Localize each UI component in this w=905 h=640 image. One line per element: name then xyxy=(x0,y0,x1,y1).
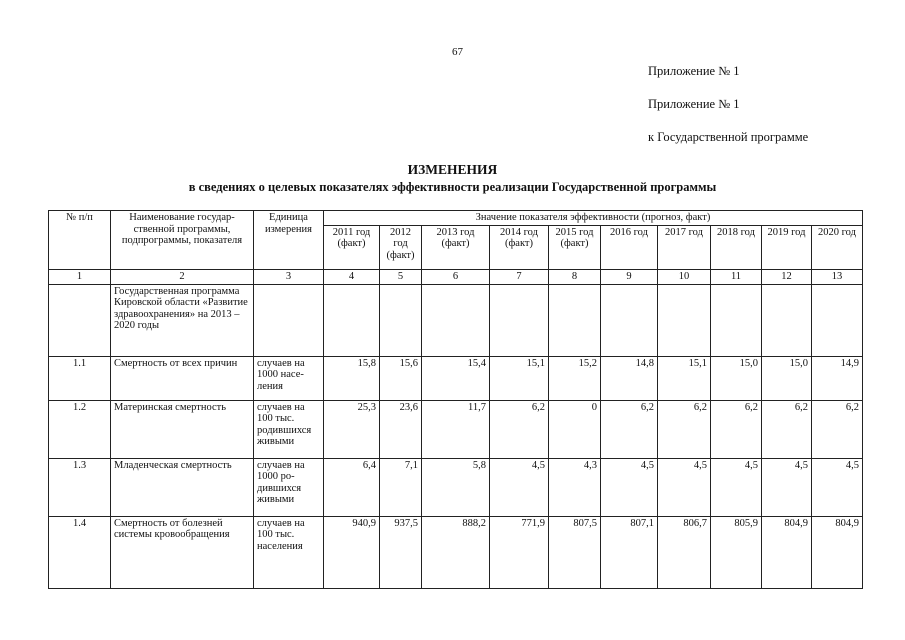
empty-cell xyxy=(658,284,711,356)
header-year: 2018 год xyxy=(711,225,762,269)
empty-cell xyxy=(762,284,812,356)
row-value: 4,5 xyxy=(711,458,762,516)
row-num: 1.4 xyxy=(49,516,111,588)
row-value: 15,6 xyxy=(380,356,422,400)
row-value: 4,5 xyxy=(601,458,658,516)
empty-cell xyxy=(324,284,380,356)
row-unit: случаев на 100 тыс. родившихся живыми xyxy=(254,400,324,458)
column-number: 4 xyxy=(324,269,380,284)
column-numbers-row xyxy=(49,269,863,284)
header-unit: Единица измерения xyxy=(254,211,324,270)
row-num: 1.1 xyxy=(49,356,111,400)
empty-cell xyxy=(549,284,601,356)
row-name: Смертность от всех причин xyxy=(111,356,254,400)
row-value: 805,9 xyxy=(711,516,762,588)
indicators-table xyxy=(48,210,863,589)
row-num: 1.2 xyxy=(49,400,111,458)
empty-cell xyxy=(422,284,490,356)
document-title: ИЗМЕНЕНИЯ xyxy=(407,162,498,177)
table-row xyxy=(49,356,863,400)
header-year: 2016 год xyxy=(601,225,658,269)
row-value: 15,2 xyxy=(549,356,601,400)
row-value: 807,1 xyxy=(601,516,658,588)
row-value: 6,4 xyxy=(324,458,380,516)
row-value: 6,2 xyxy=(762,400,812,458)
program-name: Государственная программа Кировской области «Развитие здравоохранения» на 2013 – 2020 годы xyxy=(111,284,254,356)
row-value: 6,2 xyxy=(658,400,711,458)
row-value: 771,9 xyxy=(490,516,549,588)
row-value: 0 xyxy=(549,400,601,458)
row-value: 6,2 xyxy=(490,400,549,458)
row-value: 7,1 xyxy=(380,458,422,516)
row-value: 888,2 xyxy=(422,516,490,588)
row-value: 15,8 xyxy=(324,356,380,400)
column-number: 6 xyxy=(422,269,490,284)
row-value: 15,1 xyxy=(658,356,711,400)
appendix-line-2: Приложение № 1 xyxy=(648,97,740,111)
appendix-line-3: к Государственной программе xyxy=(648,130,809,144)
column-number: 13 xyxy=(812,269,863,284)
header-year: 2017 год xyxy=(658,225,711,269)
column-number: 11 xyxy=(711,269,762,284)
row-value: 11,7 xyxy=(422,400,490,458)
row-value: 25,3 xyxy=(324,400,380,458)
empty-cell xyxy=(711,284,762,356)
row-value: 5,8 xyxy=(422,458,490,516)
row-value: 14,9 xyxy=(812,356,863,400)
appendix-line-1: Приложение № 1 xyxy=(648,64,740,78)
column-number: 8 xyxy=(549,269,601,284)
table-row xyxy=(49,400,863,458)
header-year: 2014 год (факт) xyxy=(490,225,549,269)
column-number: 12 xyxy=(762,269,812,284)
header-name: Наименование государственной программы, подпрограммы, показателя xyxy=(111,211,254,270)
empty-cell xyxy=(812,284,863,356)
header-row-1 xyxy=(49,211,863,226)
row-value: 6,2 xyxy=(812,400,863,458)
column-number: 3 xyxy=(254,269,324,284)
row-value: 4,5 xyxy=(812,458,863,516)
row-num: 1.3 xyxy=(49,458,111,516)
column-number: 5 xyxy=(380,269,422,284)
row-value: 23,6 xyxy=(380,400,422,458)
column-number: 2 xyxy=(111,269,254,284)
row-value: 15,0 xyxy=(762,356,812,400)
row-unit: случаев на 100 тыс. населения xyxy=(254,516,324,588)
header-year: 2020 год xyxy=(812,225,863,269)
page-number: 67 xyxy=(452,46,463,58)
row-unit: случаев на 1000 родившихся живыми xyxy=(254,458,324,516)
row-value: 15,4 xyxy=(422,356,490,400)
row-value: 937,5 xyxy=(380,516,422,588)
row-name: Младенческая смертность xyxy=(111,458,254,516)
row-value: 940,9 xyxy=(324,516,380,588)
row-unit: случаев на 1000 населения xyxy=(254,356,324,400)
header-year: 2019 год xyxy=(762,225,812,269)
empty-cell xyxy=(601,284,658,356)
row-value: 4,5 xyxy=(658,458,711,516)
row-value: 14,8 xyxy=(601,356,658,400)
table-row xyxy=(49,458,863,516)
table-row xyxy=(49,516,863,588)
column-number: 10 xyxy=(658,269,711,284)
row-value: 4,5 xyxy=(490,458,549,516)
column-number: 1 xyxy=(49,269,111,284)
row-value: 807,5 xyxy=(549,516,601,588)
header-values-group: Значение показателя эффективности (прогноз, факт) xyxy=(324,211,863,226)
row-name: Материнская смертность xyxy=(111,400,254,458)
row-name: Смертность от болезней системы кровообращения xyxy=(111,516,254,588)
row-value: 804,9 xyxy=(762,516,812,588)
row-value: 806,7 xyxy=(658,516,711,588)
row-value: 804,9 xyxy=(812,516,863,588)
row-value: 4,3 xyxy=(549,458,601,516)
row-value: 15,0 xyxy=(711,356,762,400)
column-number: 9 xyxy=(601,269,658,284)
program-num xyxy=(49,284,111,356)
header-year: 2012 год (факт) xyxy=(380,225,422,269)
document-subtitle: в сведениях о целевых показателях эффективности реализации Государственной программы xyxy=(188,180,717,194)
program-row xyxy=(49,284,863,356)
empty-cell xyxy=(380,284,422,356)
header-num: № п/п xyxy=(49,211,111,270)
column-number: 7 xyxy=(490,269,549,284)
row-value: 6,2 xyxy=(711,400,762,458)
header-year: 2015 год (факт) xyxy=(549,225,601,269)
row-value: 4,5 xyxy=(762,458,812,516)
header-year: 2013 год (факт) xyxy=(422,225,490,269)
header-year: 2011 год (факт) xyxy=(324,225,380,269)
empty-cell xyxy=(490,284,549,356)
row-value: 6,2 xyxy=(601,400,658,458)
program-unit xyxy=(254,284,324,356)
row-value: 15,1 xyxy=(490,356,549,400)
